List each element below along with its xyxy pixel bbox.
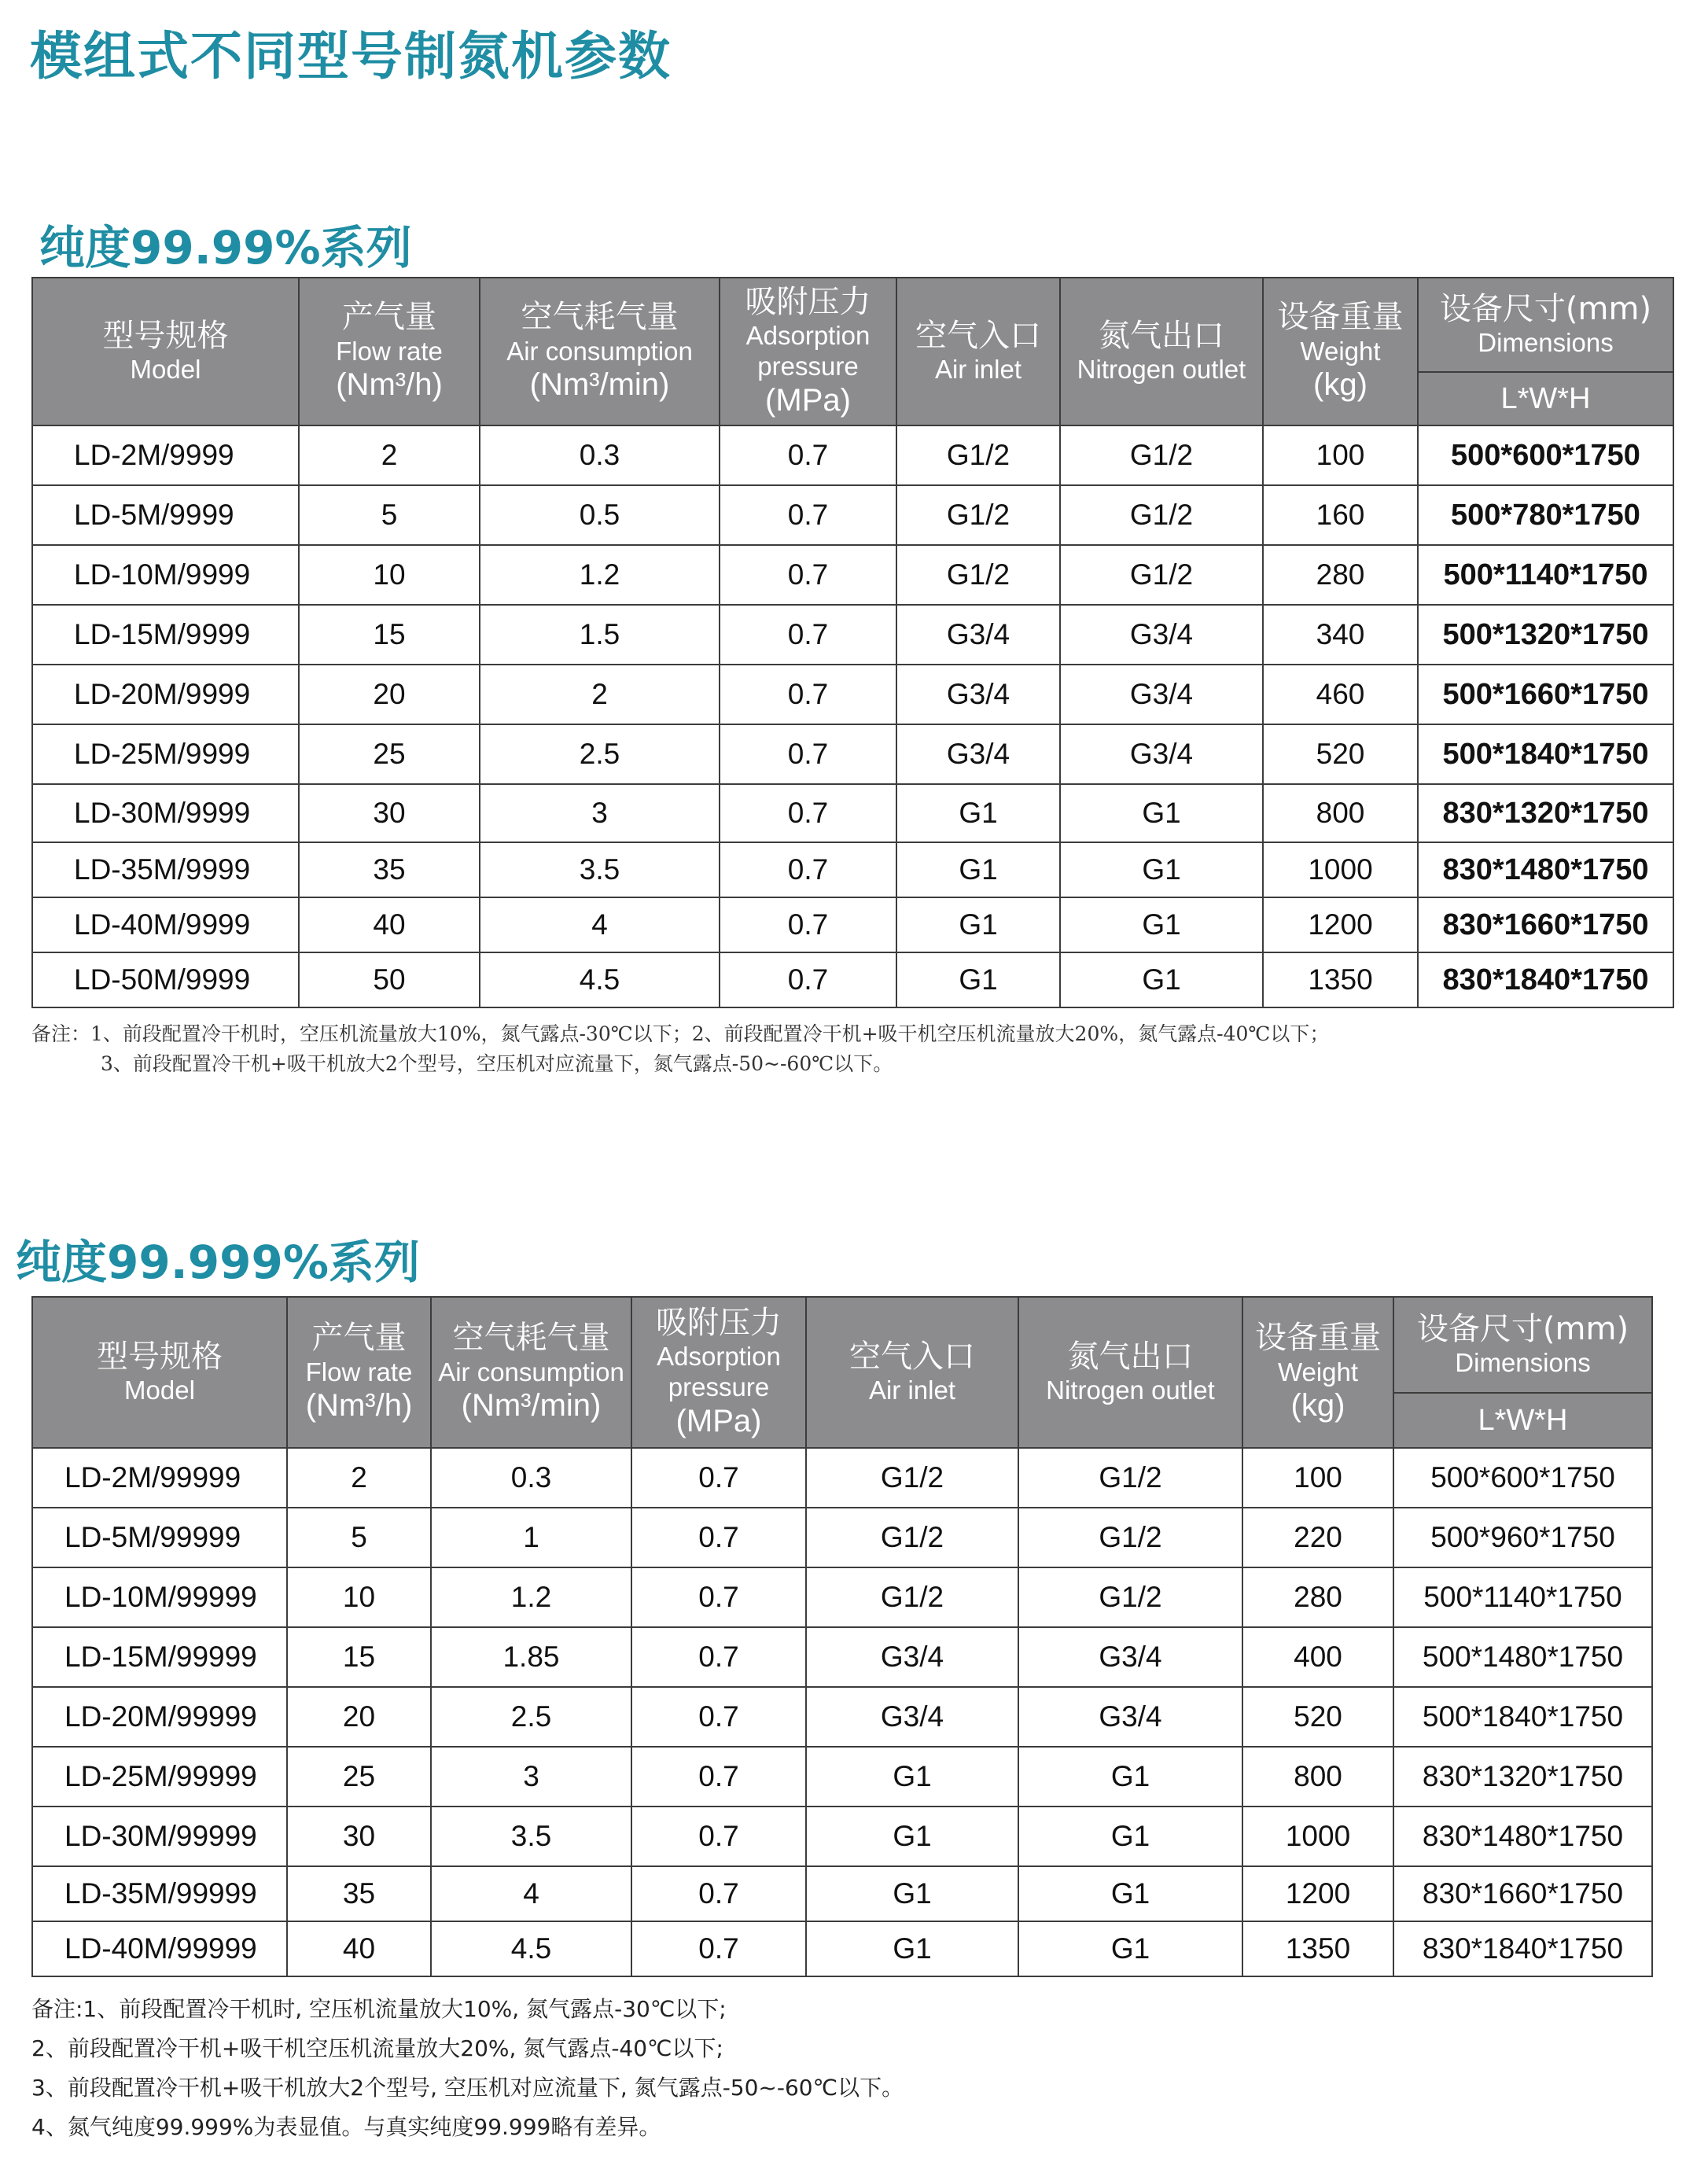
header-nitrogen-outlet: 氮气出口 Nitrogen outlet bbox=[1060, 278, 1263, 425]
cell-model: LD-20M/9999 bbox=[32, 665, 299, 724]
cell-nitrogen-outlet: G1 bbox=[1018, 1866, 1242, 1921]
cell-weight: 1200 bbox=[1242, 1866, 1393, 1921]
cell-air-consumption: 2.5 bbox=[431, 1687, 631, 1747]
cell-air-inlet: G1/2 bbox=[896, 485, 1060, 545]
cell-air-inlet: G1/2 bbox=[896, 545, 1060, 605]
cell-weight: 100 bbox=[1263, 425, 1418, 485]
cell-nitrogen-outlet: G1/2 bbox=[1060, 545, 1263, 605]
cell-air-consumption: 3 bbox=[480, 784, 720, 842]
cell-flow-rate: 40 bbox=[299, 897, 480, 952]
cell-weight: 1000 bbox=[1242, 1807, 1393, 1866]
cell-nitrogen-outlet: G1 bbox=[1060, 784, 1263, 842]
cell-air-inlet: G3/4 bbox=[896, 605, 1060, 665]
cell-nitrogen-outlet: G1 bbox=[1060, 952, 1263, 1007]
cell-flow-rate: 25 bbox=[287, 1747, 431, 1807]
cell-weight: 520 bbox=[1263, 724, 1418, 784]
cell-air-inlet: G3/4 bbox=[806, 1627, 1018, 1687]
cell-adsorption-pressure: 0.7 bbox=[631, 1567, 806, 1627]
cell-adsorption-pressure: 0.7 bbox=[720, 665, 896, 724]
cell-nitrogen-outlet: G3/4 bbox=[1060, 724, 1263, 784]
cell-weight: 340 bbox=[1263, 605, 1418, 665]
cell-model: LD-35M/99999 bbox=[32, 1866, 287, 1921]
header-dimensions: 设备尺寸(mm) Dimensions bbox=[1393, 1297, 1652, 1393]
cell-weight: 280 bbox=[1263, 545, 1418, 605]
cell-air-inlet: G1/2 bbox=[806, 1508, 1018, 1567]
cell-dimensions: 830*1660*1750 bbox=[1418, 897, 1673, 952]
cell-air-consumption: 3.5 bbox=[431, 1807, 631, 1866]
spec-table-99999 bbox=[31, 1296, 1653, 1977]
header-nitrogen-outlet: 氮气出口 Nitrogen outlet bbox=[1018, 1297, 1242, 1448]
cell-flow-rate: 35 bbox=[287, 1866, 431, 1921]
cell-adsorption-pressure: 0.7 bbox=[631, 1921, 806, 1976]
series1-title: 纯度99.99%系列 bbox=[39, 221, 412, 274]
cell-air-consumption: 0.3 bbox=[431, 1448, 631, 1508]
header-air-consumption: 空气耗气量 Air consumption (Nm³/min) bbox=[431, 1297, 631, 1448]
cell-model: LD-10M/99999 bbox=[32, 1567, 287, 1627]
cell-model: LD-40M/99999 bbox=[32, 1921, 287, 1976]
cell-dimensions: 830*1840*1750 bbox=[1393, 1921, 1652, 1976]
cell-air-consumption: 4.5 bbox=[480, 952, 720, 1007]
cell-air-inlet: G1 bbox=[896, 842, 1060, 897]
cell-nitrogen-outlet: G1/2 bbox=[1018, 1508, 1242, 1567]
header-model: 型号规格 Model bbox=[32, 278, 299, 425]
cell-weight: 280 bbox=[1242, 1567, 1393, 1627]
cell-air-consumption: 1.2 bbox=[480, 545, 720, 605]
cell-nitrogen-outlet: G1 bbox=[1018, 1747, 1242, 1807]
cell-adsorption-pressure: 0.7 bbox=[720, 842, 896, 897]
cell-flow-rate: 50 bbox=[299, 952, 480, 1007]
header-lwh: L*W*H bbox=[1418, 372, 1673, 425]
cell-air-inlet: G1 bbox=[896, 784, 1060, 842]
cell-adsorption-pressure: 0.7 bbox=[631, 1448, 806, 1508]
cell-model: LD-30M/9999 bbox=[32, 784, 299, 842]
cell-dimensions: 830*1840*1750 bbox=[1418, 952, 1673, 1007]
cell-weight: 460 bbox=[1263, 665, 1418, 724]
cell-dimensions: 830*1320*1750 bbox=[1393, 1747, 1652, 1807]
cell-air-consumption: 0.5 bbox=[480, 485, 720, 545]
cell-nitrogen-outlet: G1 bbox=[1060, 842, 1263, 897]
cell-model: LD-30M/99999 bbox=[32, 1807, 287, 1866]
cell-air-consumption: 1.2 bbox=[431, 1567, 631, 1627]
cell-air-inlet: G1/2 bbox=[806, 1567, 1018, 1627]
cell-flow-rate: 40 bbox=[287, 1921, 431, 1976]
cell-dimensions: 500*1840*1750 bbox=[1418, 724, 1673, 784]
cell-air-inlet: G1 bbox=[806, 1747, 1018, 1807]
cell-weight: 520 bbox=[1242, 1687, 1393, 1747]
series2-notes bbox=[31, 1990, 904, 2147]
cell-flow-rate: 30 bbox=[287, 1807, 431, 1866]
cell-dimensions: 830*1480*1750 bbox=[1393, 1807, 1652, 1866]
cell-air-consumption: 2.5 bbox=[480, 724, 720, 784]
cell-adsorption-pressure: 0.7 bbox=[720, 952, 896, 1007]
cell-flow-rate: 10 bbox=[287, 1567, 431, 1627]
cell-nitrogen-outlet: G1/2 bbox=[1060, 425, 1263, 485]
cell-dimensions: 500*960*1750 bbox=[1393, 1508, 1652, 1567]
cell-dimensions: 830*1480*1750 bbox=[1418, 842, 1673, 897]
cell-air-inlet: G1 bbox=[806, 1807, 1018, 1866]
cell-model: LD-5M/99999 bbox=[32, 1508, 287, 1567]
cell-flow-rate: 15 bbox=[299, 605, 480, 665]
cell-adsorption-pressure: 0.7 bbox=[631, 1627, 806, 1687]
header-flow-rate: 产气量 Flow rate (Nm³/h) bbox=[299, 278, 480, 425]
series1-notes bbox=[31, 1019, 1329, 1079]
header-air-consumption: 空气耗气量 Air consumption (Nm³/min) bbox=[480, 278, 720, 425]
cell-air-inlet: G1 bbox=[896, 952, 1060, 1007]
table-row bbox=[32, 1921, 1652, 1976]
note-line: 3、前段配置冷干机+吸干机放大2个型号，空压机对应流量下，氮气露点-50~-60℃以下。 bbox=[101, 1052, 893, 1075]
cell-nitrogen-outlet: G1/2 bbox=[1018, 1448, 1242, 1508]
note-line: 备注:1、前段配置冷干机时, 空压机流量放大10%, 氮气露点-30℃以下; bbox=[31, 1996, 727, 2022]
cell-model: LD-5M/9999 bbox=[32, 485, 299, 545]
cell-nitrogen-outlet: G3/4 bbox=[1060, 605, 1263, 665]
table-row bbox=[32, 784, 1673, 842]
cell-adsorption-pressure: 0.7 bbox=[720, 724, 896, 784]
cell-adsorption-pressure: 0.7 bbox=[720, 545, 896, 605]
cell-model: LD-15M/99999 bbox=[32, 1627, 287, 1687]
cell-air-inlet: G3/4 bbox=[896, 724, 1060, 784]
cell-dimensions: 500*600*1750 bbox=[1418, 425, 1673, 485]
cell-weight: 160 bbox=[1263, 485, 1418, 545]
note-line: 备注：1、前段配置冷干机时，空压机流量放大10%，氮气露点-30℃以下；2、前段配置冷干机+吸干机空压机流量放大20%，氮气露点-40℃以下； bbox=[31, 1022, 1330, 1045]
cell-air-consumption: 4 bbox=[431, 1866, 631, 1921]
cell-dimensions: 500*600*1750 bbox=[1393, 1448, 1652, 1508]
table-row bbox=[32, 665, 1673, 724]
cell-weight: 220 bbox=[1242, 1508, 1393, 1567]
cell-flow-rate: 2 bbox=[287, 1448, 431, 1508]
cell-nitrogen-outlet: G1 bbox=[1018, 1921, 1242, 1976]
table-row bbox=[32, 425, 1673, 485]
cell-model: LD-10M/9999 bbox=[32, 545, 299, 605]
cell-flow-rate: 5 bbox=[299, 485, 480, 545]
table-row bbox=[32, 1807, 1652, 1866]
cell-model: LD-35M/9999 bbox=[32, 842, 299, 897]
cell-dimensions: 500*1140*1750 bbox=[1393, 1567, 1652, 1627]
cell-air-inlet: G1/2 bbox=[806, 1448, 1018, 1508]
cell-weight: 1350 bbox=[1242, 1921, 1393, 1976]
spec-table-9999 bbox=[31, 277, 1674, 1008]
cell-weight: 400 bbox=[1242, 1627, 1393, 1687]
cell-model: LD-25M/99999 bbox=[32, 1747, 287, 1807]
header-dimensions: 设备尺寸(mm) Dimensions bbox=[1418, 278, 1673, 372]
cell-flow-rate: 5 bbox=[287, 1508, 431, 1567]
cell-air-inlet: G3/4 bbox=[806, 1687, 1018, 1747]
cell-air-inlet: G3/4 bbox=[896, 665, 1060, 724]
cell-dimensions: 830*1320*1750 bbox=[1418, 784, 1673, 842]
cell-nitrogen-outlet: G1/2 bbox=[1018, 1567, 1242, 1627]
cell-flow-rate: 20 bbox=[287, 1687, 431, 1747]
cell-air-consumption: 1 bbox=[431, 1508, 631, 1567]
header-weight: 设备重量 Weight (kg) bbox=[1263, 278, 1418, 425]
cell-flow-rate: 20 bbox=[299, 665, 480, 724]
table-row bbox=[32, 952, 1673, 1007]
table-row bbox=[32, 897, 1673, 952]
cell-air-inlet: G1/2 bbox=[896, 425, 1060, 485]
cell-model: LD-15M/9999 bbox=[32, 605, 299, 665]
cell-model: LD-50M/9999 bbox=[32, 952, 299, 1007]
note-line: 2、前段配置冷干机+吸干机空压机流量放大20%, 氮气露点-40℃以下; bbox=[31, 2035, 723, 2061]
table-row bbox=[32, 605, 1673, 665]
cell-dimensions: 500*1320*1750 bbox=[1418, 605, 1673, 665]
header-air-inlet: 空气入口 Air inlet bbox=[896, 278, 1060, 425]
cell-air-consumption: 1.5 bbox=[480, 605, 720, 665]
cell-flow-rate: 35 bbox=[299, 842, 480, 897]
cell-dimensions: 500*1480*1750 bbox=[1393, 1627, 1652, 1687]
note-line: 3、前段配置冷干机+吸干机放大2个型号, 空压机对应流量下, 氮气露点-50~-60℃以下。 bbox=[31, 2075, 904, 2101]
cell-dimensions: 500*780*1750 bbox=[1418, 485, 1673, 545]
table-row bbox=[32, 1567, 1652, 1627]
cell-nitrogen-outlet: G1 bbox=[1060, 897, 1263, 952]
cell-air-consumption: 4 bbox=[480, 897, 720, 952]
cell-air-consumption: 4.5 bbox=[431, 1921, 631, 1976]
page-title: 模组式不同型号制氮机参数 bbox=[30, 26, 672, 87]
cell-weight: 1350 bbox=[1263, 952, 1418, 1007]
cell-flow-rate: 15 bbox=[287, 1627, 431, 1687]
note-line: 4、氮气纯度99.999%为表显值。与真实纯度99.999略有差异。 bbox=[31, 2114, 661, 2140]
cell-air-consumption: 1.85 bbox=[431, 1627, 631, 1687]
header-adsorption-pressure: 吸附压力 Adsorption pressure (MPa) bbox=[720, 278, 896, 425]
header-adsorption-pressure: 吸附压力 Adsorption pressure (MPa) bbox=[631, 1297, 806, 1448]
cell-air-consumption: 3.5 bbox=[480, 842, 720, 897]
header-lwh: L*W*H bbox=[1393, 1393, 1652, 1448]
cell-weight: 800 bbox=[1242, 1747, 1393, 1807]
cell-adsorption-pressure: 0.7 bbox=[631, 1866, 806, 1921]
cell-air-consumption: 0.3 bbox=[480, 425, 720, 485]
table-row bbox=[32, 842, 1673, 897]
cell-flow-rate: 2 bbox=[299, 425, 480, 485]
cell-adsorption-pressure: 0.7 bbox=[631, 1807, 806, 1866]
cell-nitrogen-outlet: G3/4 bbox=[1018, 1627, 1242, 1687]
cell-model: LD-20M/99999 bbox=[32, 1687, 287, 1747]
cell-flow-rate: 10 bbox=[299, 545, 480, 605]
table-row bbox=[32, 485, 1673, 545]
cell-nitrogen-outlet: G1 bbox=[1018, 1807, 1242, 1866]
cell-adsorption-pressure: 0.7 bbox=[720, 897, 896, 952]
cell-weight: 1000 bbox=[1263, 842, 1418, 897]
cell-adsorption-pressure: 0.7 bbox=[631, 1747, 806, 1807]
cell-dimensions: 500*1140*1750 bbox=[1418, 545, 1673, 605]
series2-title: 纯度99.999%系列 bbox=[16, 1236, 420, 1289]
cell-dimensions: 830*1660*1750 bbox=[1393, 1866, 1652, 1921]
cell-flow-rate: 30 bbox=[299, 784, 480, 842]
cell-flow-rate: 25 bbox=[299, 724, 480, 784]
cell-air-inlet: G1 bbox=[896, 897, 1060, 952]
table-row bbox=[32, 724, 1673, 784]
cell-adsorption-pressure: 0.7 bbox=[720, 425, 896, 485]
cell-adsorption-pressure: 0.7 bbox=[720, 605, 896, 665]
cell-air-consumption: 2 bbox=[480, 665, 720, 724]
cell-model: LD-2M/99999 bbox=[32, 1448, 287, 1508]
header-air-inlet: 空气入口 Air inlet bbox=[806, 1297, 1018, 1448]
cell-air-consumption: 3 bbox=[431, 1747, 631, 1807]
cell-adsorption-pressure: 0.7 bbox=[631, 1508, 806, 1567]
table-row bbox=[32, 1866, 1652, 1921]
table-row bbox=[32, 1448, 1652, 1508]
header-weight: 设备重量 Weight (kg) bbox=[1242, 1297, 1393, 1448]
cell-air-inlet: G1 bbox=[806, 1921, 1018, 1976]
cell-nitrogen-outlet: G3/4 bbox=[1018, 1687, 1242, 1747]
cell-adsorption-pressure: 0.7 bbox=[720, 485, 896, 545]
cell-nitrogen-outlet: G3/4 bbox=[1060, 665, 1263, 724]
cell-weight: 1200 bbox=[1263, 897, 1418, 952]
table-row bbox=[32, 1508, 1652, 1567]
table-row bbox=[32, 1687, 1652, 1747]
cell-adsorption-pressure: 0.7 bbox=[631, 1687, 806, 1747]
cell-adsorption-pressure: 0.7 bbox=[720, 784, 896, 842]
cell-model: LD-2M/9999 bbox=[32, 425, 299, 485]
table-row bbox=[32, 545, 1673, 605]
cell-air-inlet: G1 bbox=[806, 1866, 1018, 1921]
cell-dimensions: 500*1660*1750 bbox=[1418, 665, 1673, 724]
table-row bbox=[32, 1627, 1652, 1687]
cell-dimensions: 500*1840*1750 bbox=[1393, 1687, 1652, 1747]
cell-weight: 800 bbox=[1263, 784, 1418, 842]
cell-model: LD-40M/9999 bbox=[32, 897, 299, 952]
cell-weight: 100 bbox=[1242, 1448, 1393, 1508]
table-row bbox=[32, 1747, 1652, 1807]
header-model: 型号规格 Model bbox=[32, 1297, 287, 1448]
header-flow-rate: 产气量 Flow rate (Nm³/h) bbox=[287, 1297, 431, 1448]
cell-model: LD-25M/9999 bbox=[32, 724, 299, 784]
cell-nitrogen-outlet: G1/2 bbox=[1060, 485, 1263, 545]
